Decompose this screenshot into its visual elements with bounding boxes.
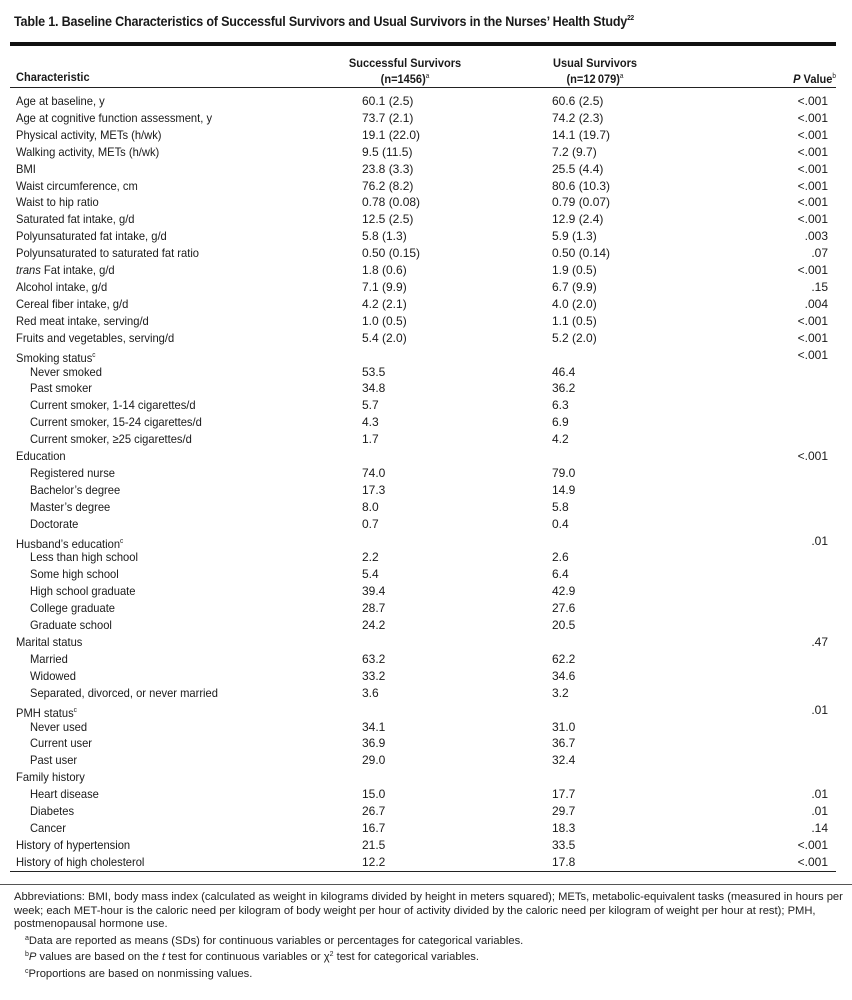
header-usual-survivors <box>526 56 664 86</box>
row-usual-value: 6.3 <box>552 398 569 413</box>
row-successful-value: 4.2 (2.1) <box>362 296 407 311</box>
row-label: Doctorate <box>30 516 79 531</box>
row-successful-value: 1.0 (0.5) <box>362 313 407 328</box>
row-p-value: <.001 <box>797 195 828 210</box>
row-usual-value: 5.8 <box>552 499 569 514</box>
table-row <box>0 719 852 736</box>
table-row <box>0 465 852 482</box>
row-p-value: .07 <box>811 246 828 261</box>
row-p-value: <.001 <box>797 313 828 328</box>
row-successful-value: 29.0 <box>362 753 386 768</box>
row-label: Heart disease <box>30 787 99 802</box>
row-successful-value: 33.2 <box>362 668 386 683</box>
row-label: Walking activity, METs (h/wk) <box>16 144 160 159</box>
row-successful-value: 9.5 (11.5) <box>362 144 413 159</box>
row-successful-value: 26.7 <box>362 804 386 819</box>
row-usual-value: 18.3 <box>552 820 576 835</box>
row-usual-value: 32.4 <box>552 753 576 768</box>
table-row <box>0 431 852 448</box>
table-row <box>0 397 852 414</box>
row-p-value: .003 <box>804 229 828 244</box>
row-label: Current user <box>30 736 93 751</box>
row-successful-value: 39.4 <box>362 584 386 599</box>
header-successful-label: Successful Survivors <box>348 56 462 70</box>
row-successful-value: 12.2 <box>362 854 386 869</box>
row-p-value: <.001 <box>797 178 828 193</box>
table-row <box>0 617 852 634</box>
row-usual-value: 17.7 <box>552 787 576 802</box>
table-row <box>0 499 852 516</box>
row-usual-value: 46.4 <box>552 364 576 379</box>
row-label: Cancer <box>30 820 66 835</box>
row-label: Married <box>30 651 68 666</box>
table-row <box>0 837 852 854</box>
row-p-value: .01 <box>811 787 828 802</box>
table-row <box>0 414 852 431</box>
row-label: PMH status$^c$ <box>16 705 77 720</box>
row-label: Cereal fiber intake, g/d <box>16 296 129 311</box>
row-successful-value: 63.2 <box>362 651 386 666</box>
row-usual-value: 2.6 <box>552 550 569 565</box>
row-p-value: .01 <box>811 804 828 819</box>
row-label: Polyunsaturated fat intake, g/d <box>16 229 167 244</box>
row-successful-value: 1.8 (0.6) <box>362 263 407 278</box>
table-row <box>0 600 852 617</box>
row-successful-value: 74.0 <box>362 465 386 480</box>
row-label: Waist circumference, cm <box>16 178 138 193</box>
table-row <box>0 651 852 668</box>
row-successful-value: 5.4 <box>362 567 379 582</box>
header-successful-n: (n=1456)$^a$ <box>380 72 430 86</box>
header-characteristic: Characteristic <box>16 70 90 84</box>
row-p-value: .14 <box>811 820 828 835</box>
row-label: Age at baseline, y <box>16 94 105 108</box>
row-usual-value: 14.9 <box>552 482 576 497</box>
row-successful-value: 2.2 <box>362 550 379 565</box>
row-successful-value: 73.7 (2.1) <box>362 110 414 125</box>
row-successful-value: 5.4 (2.0) <box>362 330 407 345</box>
row-label: Alcohol intake, g/d <box>16 279 108 294</box>
row-p-value: <.001 <box>797 127 828 142</box>
header-rule <box>10 87 836 88</box>
row-successful-value: 0.7 <box>362 516 379 531</box>
row-successful-value: 7.1 (9.9) <box>362 279 407 294</box>
row-label: trans Fat intake, g/d <box>16 263 115 278</box>
row-p-value: <.001 <box>797 110 828 125</box>
row-usual-value: 36.2 <box>552 381 576 396</box>
table-row <box>0 110 852 127</box>
row-usual-value: 4.0 (2.0) <box>552 296 597 311</box>
row-usual-value: 7.2 (9.7) <box>552 144 597 159</box>
row-usual-value: 14.1 (19.7) <box>552 127 611 142</box>
row-successful-value: 5.7 <box>362 398 379 413</box>
table-row <box>0 735 852 752</box>
row-usual-value: 5.2 (2.0) <box>552 330 597 345</box>
row-label: History of high cholesterol <box>16 854 145 869</box>
row-label: Widowed <box>30 668 76 683</box>
footnote-c: $^c$Proportions are based on nonmissing values. <box>25 967 253 980</box>
table-title-text: Table 1. Baseline Characteristics of Successful Survivors and Usual Survivors in the Nurses’ Health Study <box>14 14 628 29</box>
row-label: Registered nurse <box>30 465 115 480</box>
table-row <box>0 685 852 702</box>
row-label: Never used <box>30 719 88 734</box>
row-label: Family history <box>16 770 85 785</box>
table-row <box>0 752 852 769</box>
row-p-value: <.001 <box>797 330 828 345</box>
row-successful-value: 76.2 (8.2) <box>362 178 414 193</box>
table-row <box>0 364 852 381</box>
row-successful-value: 1.7 <box>362 432 379 447</box>
row-p-value: <.001 <box>797 161 828 176</box>
row-label: Saturated fat intake, g/d <box>16 212 135 227</box>
row-successful-value: 15.0 <box>362 787 386 802</box>
row-p-value: .15 <box>811 279 828 294</box>
row-label: Bachelor’s degree <box>30 482 121 497</box>
table-row <box>0 803 852 820</box>
table-row <box>0 448 852 465</box>
row-usual-value: 42.9 <box>552 584 576 599</box>
row-usual-value: 1.9 (0.5) <box>552 263 597 278</box>
row-successful-value: 34.1 <box>362 719 386 734</box>
row-usual-value: 79.0 <box>552 465 576 480</box>
table-row <box>0 583 852 600</box>
table-row <box>0 516 852 533</box>
row-successful-value: 28.7 <box>362 601 386 616</box>
row-label: Master’s degree <box>30 499 111 514</box>
table-row <box>0 820 852 837</box>
table-title <box>14 10 786 31</box>
row-usual-value: 27.6 <box>552 601 576 616</box>
table-row <box>0 127 852 144</box>
row-label: Never smoked <box>30 364 102 379</box>
table-row <box>0 245 852 262</box>
table-row <box>0 194 852 211</box>
row-label: Husband’s education$^c$ <box>16 536 124 551</box>
row-usual-value: 0.50 (0.14) <box>552 246 611 261</box>
row-label: Fruits and vegetables, serving/d <box>16 330 175 345</box>
row-successful-value: 5.8 (1.3) <box>362 229 407 244</box>
table-row <box>0 178 852 195</box>
table-row <box>0 668 852 685</box>
row-label: Less than high school <box>30 550 138 565</box>
top-rule <box>10 42 836 46</box>
row-p-value: .01 <box>811 533 828 548</box>
row-usual-value: 17.8 <box>552 854 576 869</box>
row-p-value: .004 <box>804 296 828 311</box>
row-usual-value: 29.7 <box>552 804 576 819</box>
row-successful-value: 36.9 <box>362 736 386 751</box>
row-usual-value: 25.5 (4.4) <box>552 161 604 176</box>
row-usual-value: 20.5 <box>552 618 576 633</box>
table-row <box>0 347 852 364</box>
table-row <box>0 211 852 228</box>
table-row <box>0 769 852 786</box>
row-usual-value: 3.2 <box>552 685 569 700</box>
row-successful-value: 12.5 (2.5) <box>362 212 414 227</box>
table-row <box>0 854 852 871</box>
row-usual-value: 60.6 (2.5) <box>552 94 604 108</box>
row-successful-value: 16.7 <box>362 820 386 835</box>
row-usual-value: 1.1 (0.5) <box>552 313 597 328</box>
row-p-value: <.001 <box>797 144 828 159</box>
header-successful-survivors <box>336 56 474 86</box>
row-successful-value: 60.1 (2.5) <box>362 94 414 108</box>
row-label: Physical activity, METs (h/wk) <box>16 127 162 142</box>
row-usual-value: 0.79 (0.07) <box>552 195 611 210</box>
row-p-value: <.001 <box>797 854 828 869</box>
row-label: Age at cognitive function assessment, y <box>16 110 213 125</box>
row-usual-value: 80.6 (10.3) <box>552 178 611 193</box>
row-p-value: .01 <box>811 702 828 717</box>
row-usual-value: 31.0 <box>552 719 576 734</box>
abbreviations-note: Abbreviations: BMI, body mass index (calculated as weight in kilograms divided by height in meters squared); METs, metabolic-equivalent tasks (measured in hours per week; each MET-hour is the caloric need per kilogram of body weight per hour of activity divided by the caloric need per kilogram of weight per hour at rest); PMH, postmenopausal hormone use. <box>14 891 843 931</box>
row-successful-value: 4.3 <box>362 415 379 430</box>
row-label: BMI <box>16 161 36 176</box>
row-usual-value: 33.5 <box>552 837 576 852</box>
table-row <box>0 279 852 296</box>
table-row <box>0 93 852 110</box>
table-row <box>0 634 852 651</box>
row-label: Polyunsaturated to saturated fat ratio <box>16 246 200 261</box>
row-label: Current smoker, 15-24 cigarettes/d <box>30 415 202 430</box>
row-successful-value: 23.8 (3.3) <box>362 161 414 176</box>
row-label: Past smoker <box>30 381 93 396</box>
row-p-value: <.001 <box>797 212 828 227</box>
row-successful-value: 8.0 <box>362 499 379 514</box>
header-p-value: P Value$^b$ <box>793 72 836 86</box>
table-row <box>0 549 852 566</box>
row-label: College graduate <box>30 601 116 616</box>
row-successful-value: 24.2 <box>362 618 386 633</box>
row-usual-value: 74.2 (2.3) <box>552 110 604 125</box>
row-usual-value: 6.4 <box>552 567 569 582</box>
table-row <box>0 380 852 397</box>
table-row <box>0 144 852 161</box>
table-row <box>0 786 852 803</box>
row-p-value: .47 <box>811 635 828 649</box>
row-label: Waist to hip ratio <box>16 195 99 210</box>
notes-rule <box>0 884 852 885</box>
row-usual-value: 5.9 (1.3) <box>552 229 597 244</box>
table-row <box>0 330 852 347</box>
row-successful-value: 53.5 <box>362 364 386 379</box>
row-p-value: <.001 <box>797 94 828 108</box>
row-usual-value: 0.4 <box>552 516 569 531</box>
table-row <box>0 313 852 330</box>
row-label: Some high school <box>30 567 119 582</box>
row-usual-value: 62.2 <box>552 651 576 666</box>
header-usual-label: Usual Survivors <box>552 56 638 70</box>
table-notes <box>14 891 844 982</box>
row-label: Diabetes <box>30 804 75 819</box>
table-row <box>0 702 852 719</box>
row-successful-value: 3.6 <box>362 685 379 700</box>
row-label: Separated, divorced, or never married <box>30 685 218 700</box>
table-row <box>0 228 852 245</box>
bottom-rule <box>10 871 836 872</box>
row-p-value: <.001 <box>797 449 828 464</box>
row-label: High school graduate <box>30 584 136 599</box>
table-row <box>0 566 852 583</box>
row-label: Current smoker, 1-14 cigarettes/d <box>30 398 196 413</box>
footnote-b: $^b$P values are based on the t test for continuous variables or $\chi^2$ test for categorical variables. <box>25 951 479 964</box>
row-label: Past user <box>30 753 78 768</box>
row-usual-value: 6.9 <box>552 415 569 430</box>
row-successful-value: 17.3 <box>362 482 386 497</box>
title-reference: 22 <box>627 15 634 22</box>
row-usual-value: 34.6 <box>552 668 576 683</box>
row-successful-value: 19.1 (22.0) <box>362 127 421 142</box>
row-usual-value: 6.7 (9.9) <box>552 279 597 294</box>
row-successful-value: 0.50 (0.15) <box>362 246 421 261</box>
row-usual-value: 12.9 (2.4) <box>552 212 604 227</box>
row-label: Graduate school <box>30 618 112 633</box>
header-usual-n: (n=12 079)$^a$ <box>566 72 624 86</box>
row-usual-value: 36.7 <box>552 736 576 751</box>
row-label: Education <box>16 449 66 464</box>
row-label: Red meat intake, serving/d <box>16 313 149 328</box>
table-body <box>0 93 852 871</box>
row-p-value: <.001 <box>797 347 828 362</box>
row-usual-value: 4.2 <box>552 432 569 447</box>
row-label: Current smoker, ≥25 cigarettes/d <box>30 432 192 447</box>
table-row <box>0 482 852 499</box>
footnote-a: $^a$Data are reported as means (SDs) for continuous variables or percentages for categorical variables. <box>25 934 524 947</box>
table-row <box>0 533 852 550</box>
row-label: History of hypertension <box>16 837 131 852</box>
row-p-value: <.001 <box>797 263 828 278</box>
row-successful-value: 21.5 <box>362 837 386 852</box>
table-row <box>0 161 852 178</box>
row-label: Marital status <box>16 635 83 649</box>
table-row <box>0 296 852 313</box>
row-successful-value: 0.78 (0.08) <box>362 195 421 210</box>
table-row <box>0 262 852 279</box>
row-p-value: <.001 <box>797 837 828 852</box>
row-label: Smoking status$^c$ <box>16 350 96 365</box>
row-successful-value: 34.8 <box>362 381 386 396</box>
